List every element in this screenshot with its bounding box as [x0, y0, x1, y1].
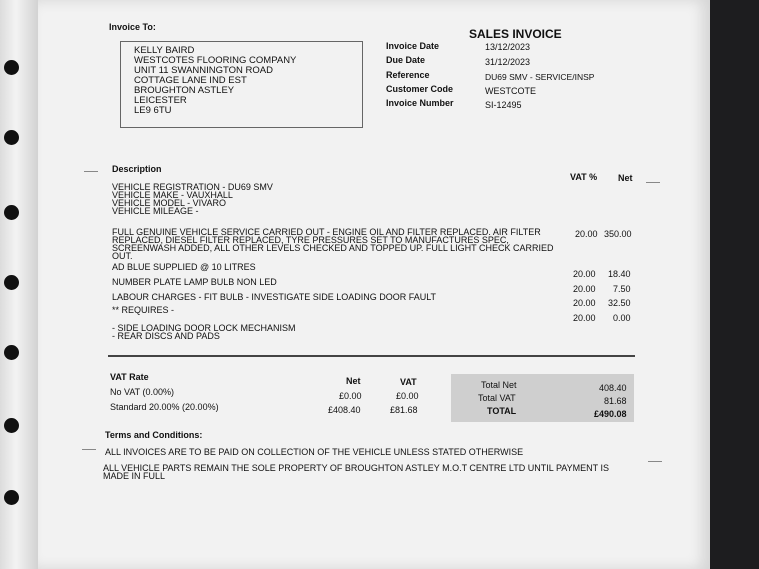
invoice-to-label: Invoice To: — [109, 22, 156, 32]
margin-dash — [646, 182, 660, 183]
vat-row-net: £0.00 — [339, 391, 362, 401]
binder-hole — [4, 418, 19, 433]
binder-hole — [4, 130, 19, 145]
item-description: AD BLUE SUPPLIED @ 10 LITRES — [112, 262, 256, 272]
plastic-sleeve — [0, 0, 40, 569]
service-line: FULL GENUINE VEHICLE SERVICE CARRIED OUT - ENGINE OIL AND FILTER REPLACED. AIR FILTER — [112, 227, 541, 237]
vat-row-vat: £81.68 — [390, 405, 418, 415]
total-vat-value: 81.68 — [604, 396, 627, 406]
vat-summary-net-header: Net — [346, 376, 361, 386]
vat-rate-row: No VAT (0.00%) — [110, 387, 175, 397]
total-net-label: Total Net — [481, 380, 517, 390]
service-line: REPLACED, DIESEL FILTER REPLACED, TYRE PRESSURES SET TO MANUFACTURES SPEC, — [112, 235, 509, 245]
vehicle-line: VEHICLE MILEAGE - — [112, 206, 199, 216]
invoice-date-label: Invoice Date — [386, 41, 440, 51]
binder-hole — [4, 205, 19, 220]
address-line: LEICESTER — [134, 95, 187, 106]
invoice-page — [38, 0, 710, 569]
item-vat: 20.00 — [573, 284, 596, 294]
total-value: £490.08 — [594, 409, 627, 419]
reference-value: DU69 SMV - SERVICE/INSP — [485, 72, 595, 82]
binder-hole — [4, 345, 19, 360]
vat-rate-row: Standard 20.00% (20.00%) — [110, 402, 219, 412]
vat-row-net: £408.40 — [328, 405, 361, 415]
invoice-date-value: 13/12/2023 — [485, 42, 531, 52]
item-net: 32.50 — [608, 298, 631, 308]
service-line: SCREENWASH ADDED, ALL OTHER LEVELS CHECKED AND TOPPED UP. FULL LIGHT CHECK CARRIED — [112, 243, 554, 253]
item-description: ** REQUIRES - — [112, 305, 175, 315]
margin-dash — [82, 449, 96, 450]
vehicle-line: VEHICLE MAKE - VAUXHALL — [112, 190, 233, 200]
net-header: Net — [618, 173, 633, 183]
invoice-number-label: Invoice Number — [386, 98, 454, 108]
address-line: KELLY BAIRD — [134, 45, 195, 56]
reference-label: Reference — [386, 70, 430, 80]
service-net: 350.00 — [604, 229, 632, 239]
item-description: LABOUR CHARGES - FIT BULB - INVESTIGATE SIDE LOADING DOOR FAULT — [112, 292, 437, 302]
due-date-value: 31/12/2023 — [485, 57, 531, 67]
binder-hole — [4, 60, 19, 75]
total-net-value: 408.40 — [599, 383, 627, 393]
binder-hole — [4, 490, 19, 505]
item-net: 7.50 — [613, 284, 631, 294]
service-vat: 20.00 — [575, 229, 598, 239]
terms-line: ALL VEHICLE PARTS REMAIN THE SOLE PROPERTY OF BROUGHTON ASTLEY M.O.T CENTRE LTD UNTIL PAYMENT IS — [103, 463, 609, 473]
requires-line: - REAR DISCS AND PADS — [112, 331, 220, 341]
margin-dash — [84, 171, 98, 172]
terms-header: Terms and Conditions: — [105, 430, 203, 440]
customer-code-label: Customer Code — [386, 84, 454, 94]
service-line: OUT. — [112, 251, 133, 261]
item-net: 0.00 — [613, 313, 631, 323]
customer-code-value: WESTCOTE — [485, 86, 536, 96]
requires-line: - SIDE LOADING DOOR LOCK MECHANISM — [112, 323, 296, 333]
terms-line: MADE IN FULL — [103, 471, 166, 481]
address-line: UNIT 11 SWANNINGTON ROAD — [134, 65, 273, 76]
binder-hole — [4, 275, 19, 290]
item-vat: 20.00 — [573, 298, 596, 308]
due-date-label: Due Date — [386, 55, 426, 65]
total-label: TOTAL — [487, 406, 517, 416]
terms-line: ALL INVOICES ARE TO BE PAID ON COLLECTION OF THE VEHICLE UNLESS STATED OTHERWISE — [105, 447, 524, 457]
item-description: NUMBER PLATE LAMP BULB NON LED — [112, 277, 277, 287]
address-line: WESTCOTES FLOORING COMPANY — [134, 55, 297, 66]
total-vat-label: Total VAT — [478, 393, 516, 403]
vat-summary-vat-header: VAT — [400, 377, 417, 387]
address-line: COTTAGE LANE IND EST — [134, 75, 247, 86]
document-title: SALES INVOICE — [469, 27, 562, 41]
vehicle-line: VEHICLE MODEL - VIVARO — [112, 198, 227, 208]
item-vat: 20.00 — [573, 313, 596, 323]
vat-row-vat: £0.00 — [396, 391, 419, 401]
vat-rate-header: VAT Rate — [110, 372, 149, 382]
vehicle-line: VEHICLE REGISTRATION - DU69 SMV — [112, 182, 273, 192]
address-line: LE9 6TU — [134, 105, 172, 116]
item-vat: 20.00 — [573, 269, 596, 279]
address-line: BROUGHTON ASTLEY — [134, 85, 235, 96]
vat-percent-header: VAT % — [570, 172, 598, 182]
margin-dash — [648, 461, 662, 462]
section-divider — [108, 355, 635, 357]
invoice-number-value: SI-12495 — [485, 100, 522, 110]
item-net: 18.40 — [608, 269, 631, 279]
description-header: Description — [112, 164, 162, 174]
